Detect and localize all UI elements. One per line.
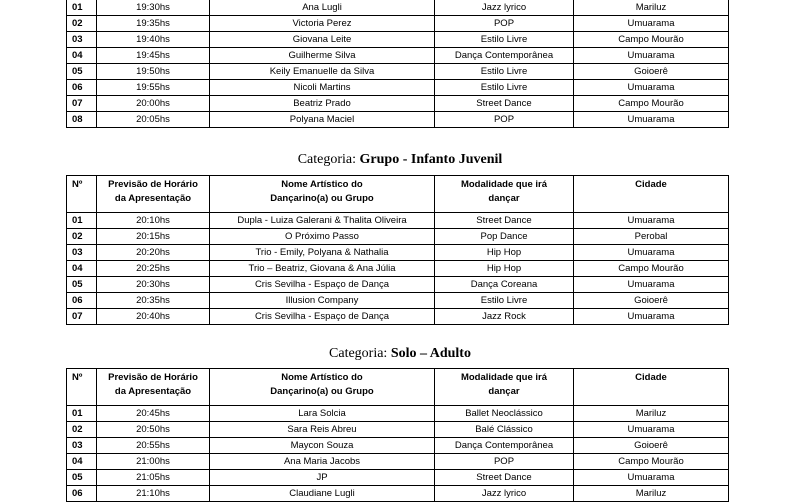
cell-time: 19:45hs	[97, 48, 210, 64]
cell-artist: Polyana Maciel	[210, 112, 435, 128]
category-title-grupo-infanto-juvenil	[0, 151, 800, 169]
cell-time: 20:20hs	[97, 245, 210, 261]
table-row	[67, 454, 729, 470]
header-artist: Nome Artístico do Dançarino(a) ou Grupo	[210, 176, 435, 213]
cell-num: 01	[67, 213, 97, 229]
cell-artist: Guilherme Silva	[210, 48, 435, 64]
cell-city: Umuarama	[574, 48, 729, 64]
table-row	[67, 406, 729, 422]
category-name: Grupo - Infanto Juvenil	[359, 152, 503, 167]
cell-artist: Giovana Leite	[210, 32, 435, 48]
schedule-table-1	[66, 0, 729, 128]
cell-time: 20:40hs	[97, 309, 210, 325]
cell-artist: Illusion Company	[210, 293, 435, 309]
cell-modality: Estilo Livre	[435, 293, 574, 309]
table-header	[67, 369, 729, 406]
cell-city: Mariluz	[574, 486, 729, 502]
category-label: Categoria:	[329, 346, 388, 361]
header-time: Previsão de Horário da Apresentação	[97, 176, 210, 213]
cell-modality: Dança Contemporânea	[435, 48, 574, 64]
cell-city: Goioerê	[574, 64, 729, 80]
cell-modality: Dança Contemporânea	[435, 438, 574, 454]
cell-num: 03	[67, 438, 97, 454]
cell-modality: Hip Hop	[435, 261, 574, 277]
cell-artist: JP	[210, 470, 435, 486]
header-modality: Modalidade que irá dançar	[435, 176, 574, 213]
cell-city: Umuarama	[574, 16, 729, 32]
cell-num: 01	[67, 406, 97, 422]
cell-city: Umuarama	[574, 245, 729, 261]
header-time: Previsão de Horário da Apresentação	[97, 369, 210, 406]
cell-num: 08	[67, 112, 97, 128]
category-name: Solo – Adulto	[390, 346, 471, 361]
cell-modality: Balé Clássico	[435, 422, 574, 438]
table-row	[67, 438, 729, 454]
cell-modality: POP	[435, 112, 574, 128]
table-row	[67, 48, 729, 64]
cell-num: 03	[67, 32, 97, 48]
cell-city: Umuarama	[574, 213, 729, 229]
cell-modality: Estilo Livre	[435, 32, 574, 48]
cell-artist: Dupla - Luiza Galerani & Thalita Oliveira	[210, 213, 435, 229]
table-row	[67, 0, 729, 16]
cell-modality: POP	[435, 454, 574, 470]
cell-time: 20:35hs	[97, 293, 210, 309]
cell-num: 06	[67, 293, 97, 309]
cell-time: 21:05hs	[97, 470, 210, 486]
cell-city: Umuarama	[574, 470, 729, 486]
cell-artist: Victoria Perez	[210, 16, 435, 32]
cell-num: 04	[67, 261, 97, 277]
cell-modality: Estilo Livre	[435, 80, 574, 96]
category-title-solo-adulto	[0, 345, 800, 363]
cell-city: Umuarama	[574, 277, 729, 293]
cell-modality: Jazz Rock	[435, 309, 574, 325]
cell-artist: Nicoli Martins	[210, 80, 435, 96]
table-row	[67, 213, 729, 229]
cell-artist: Claudiane Lugli	[210, 486, 435, 502]
cell-artist: Trio - Emily, Polyana & Nathalia	[210, 245, 435, 261]
header-modality: Modalidade que irá dançar	[435, 369, 574, 406]
cell-city: Umuarama	[574, 80, 729, 96]
cell-city: Campo Mourão	[574, 261, 729, 277]
cell-num: 05	[67, 470, 97, 486]
cell-num: 05	[67, 64, 97, 80]
table-row	[67, 422, 729, 438]
table-body	[67, 0, 729, 128]
schedule-table-2	[66, 175, 729, 325]
table-row	[67, 80, 729, 96]
cell-time: 19:50hs	[97, 64, 210, 80]
cell-time: 20:15hs	[97, 229, 210, 245]
cell-time: 19:30hs	[97, 0, 210, 16]
table-row	[67, 309, 729, 325]
cell-num: 02	[67, 422, 97, 438]
cell-num: 07	[67, 96, 97, 112]
table-row	[67, 16, 729, 32]
cell-num: 06	[67, 486, 97, 502]
cell-artist: Ana Maria Jacobs	[210, 454, 435, 470]
cell-modality: Ballet Neoclássico	[435, 406, 574, 422]
cell-city: Goioerê	[574, 438, 729, 454]
cell-artist: Beatriz Prado	[210, 96, 435, 112]
cell-city: Umuarama	[574, 112, 729, 128]
cell-modality: POP	[435, 16, 574, 32]
cell-time: 20:25hs	[97, 261, 210, 277]
header-city: Cidade	[574, 176, 729, 213]
table-row	[67, 470, 729, 486]
header-city: Cidade	[574, 369, 729, 406]
header-num: Nº	[67, 369, 97, 406]
cell-city: Umuarama	[574, 309, 729, 325]
cell-time: 20:45hs	[97, 406, 210, 422]
cell-time: 20:55hs	[97, 438, 210, 454]
cell-artist: Cris Sevilha - Espaço de Dança	[210, 309, 435, 325]
table-row	[67, 96, 729, 112]
cell-artist: Cris Sevilha - Espaço de Dança	[210, 277, 435, 293]
cell-num: 02	[67, 229, 97, 245]
cell-modality: Estilo Livre	[435, 64, 574, 80]
cell-time: 19:40hs	[97, 32, 210, 48]
cell-time: 19:35hs	[97, 16, 210, 32]
cell-artist: Trio – Beatriz, Giovana & Ana Júlia	[210, 261, 435, 277]
cell-modality: Jazz lyrico	[435, 486, 574, 502]
cell-modality: Street Dance	[435, 213, 574, 229]
cell-city: Campo Mourão	[574, 96, 729, 112]
cell-artist: Lara Solcia	[210, 406, 435, 422]
table-row	[67, 229, 729, 245]
cell-time: 20:05hs	[97, 112, 210, 128]
cell-artist: Sara Reis Abreu	[210, 422, 435, 438]
cell-city: Goioerê	[574, 293, 729, 309]
cell-time: 20:30hs	[97, 277, 210, 293]
category-label: Categoria:	[297, 152, 357, 167]
cell-artist: O Próximo Passo	[210, 229, 435, 245]
cell-num: 04	[67, 454, 97, 470]
cell-artist: Keily Emanuelle da Silva	[210, 64, 435, 80]
cell-time: 19:55hs	[97, 80, 210, 96]
table-row	[67, 64, 729, 80]
cell-modality: Street Dance	[435, 96, 574, 112]
cell-artist: Maycon Souza	[210, 438, 435, 454]
cell-num: 07	[67, 309, 97, 325]
schedule-table-3	[66, 368, 729, 502]
cell-modality: Jazz lyrico	[435, 0, 574, 16]
cell-time: 20:00hs	[97, 96, 210, 112]
cell-num: 03	[67, 245, 97, 261]
cell-city: Campo Mourão	[574, 454, 729, 470]
header-artist: Nome Artístico do Dançarino(a) ou Grupo	[210, 369, 435, 406]
cell-time: 20:50hs	[97, 422, 210, 438]
table-row	[67, 112, 729, 128]
cell-city: Campo Mourão	[574, 32, 729, 48]
cell-artist: Ana Lugli	[210, 0, 435, 16]
cell-num: 06	[67, 80, 97, 96]
cell-city: Perobal	[574, 229, 729, 245]
cell-time: 20:10hs	[97, 213, 210, 229]
cell-modality: Dança Coreana	[435, 277, 574, 293]
table-row	[67, 277, 729, 293]
cell-num: 04	[67, 48, 97, 64]
table-body	[67, 406, 729, 502]
table-header	[67, 176, 729, 213]
cell-city: Mariluz	[574, 0, 729, 16]
cell-num: 05	[67, 277, 97, 293]
table-row	[67, 261, 729, 277]
cell-num: 02	[67, 16, 97, 32]
table-row	[67, 32, 729, 48]
cell-num: 01	[67, 0, 97, 16]
cell-time: 21:10hs	[97, 486, 210, 502]
table-row	[67, 245, 729, 261]
cell-modality: Street Dance	[435, 470, 574, 486]
table-row	[67, 293, 729, 309]
table-row	[67, 486, 729, 502]
cell-modality: Pop Dance	[435, 229, 574, 245]
cell-city: Umuarama	[574, 422, 729, 438]
table-body	[67, 213, 729, 325]
header-num: Nº	[67, 176, 97, 213]
cell-modality: Hip Hop	[435, 245, 574, 261]
cell-city: Mariluz	[574, 406, 729, 422]
cell-time: 21:00hs	[97, 454, 210, 470]
